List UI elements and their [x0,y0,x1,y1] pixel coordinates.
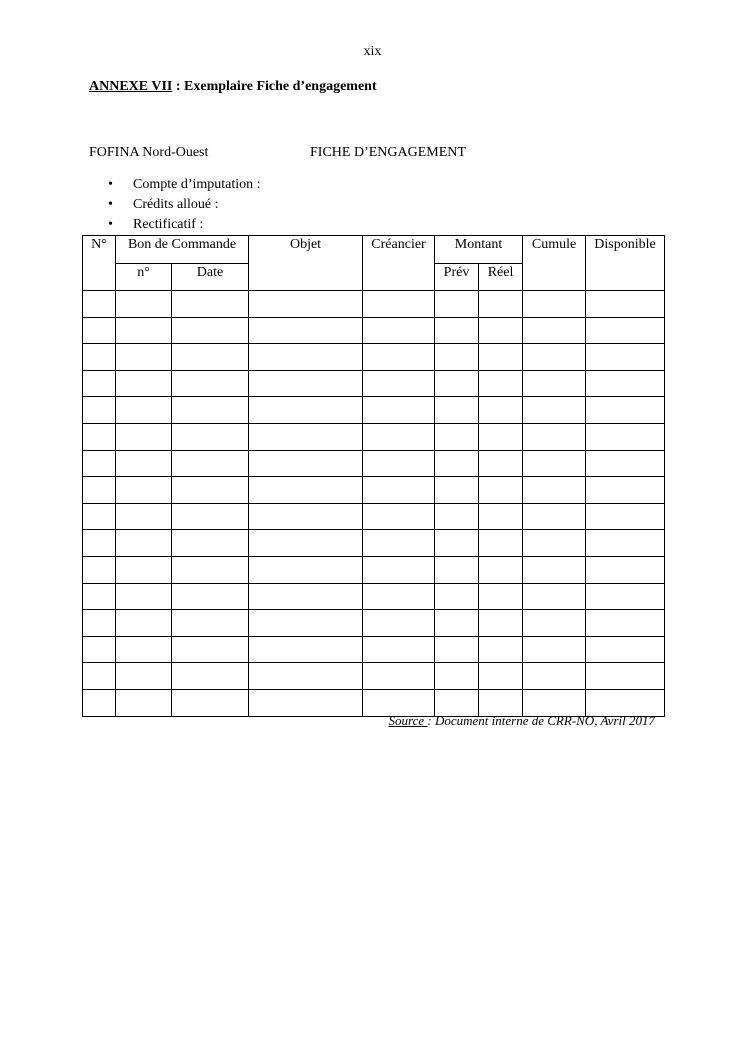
table-cell [479,636,523,663]
table-cell [523,583,586,610]
table-cell [363,663,435,690]
table-cell [172,397,249,424]
table-cell [249,556,363,583]
table-cell [363,503,435,530]
engagement-table [82,235,665,717]
table-cell [586,556,665,583]
table-cell [249,344,363,371]
header-bon-numero: n° [116,264,172,291]
table-cell [172,663,249,690]
header-cumule: Cumule [523,236,586,291]
table-cell [83,663,116,690]
table-cell [363,556,435,583]
table-cell [479,370,523,397]
table-cell [83,291,116,318]
table-cell [523,344,586,371]
table-cell [435,556,479,583]
table-row [83,370,665,397]
table-cell [83,423,116,450]
table-cell [479,530,523,557]
table-cell [249,583,363,610]
table-cell [172,530,249,557]
table-cell [479,317,523,344]
table-cell [363,583,435,610]
table-cell [479,477,523,504]
table-row [83,291,665,318]
table-cell [435,397,479,424]
table-cell [83,397,116,424]
table-cell [249,503,363,530]
table-cell [83,530,116,557]
table-cell [116,503,172,530]
table-cell [116,477,172,504]
header-numero: N° [83,236,116,291]
table-cell [116,583,172,610]
table-cell [586,370,665,397]
table-cell [172,636,249,663]
table-cell [586,291,665,318]
table-cell [116,423,172,450]
table-cell [172,583,249,610]
header-reel: Réel [479,264,523,291]
table-cell [586,610,665,637]
table-cell [116,689,172,716]
table-cell [172,291,249,318]
table-cell [363,370,435,397]
table-row [83,450,665,477]
table-cell [479,689,523,716]
table-cell [435,689,479,716]
table-row [83,689,665,716]
header-bon-de-commande: Bon de Commande [116,236,249,264]
table-row [83,344,665,371]
table-cell [523,370,586,397]
table-cell [249,636,363,663]
table-row [83,583,665,610]
table-cell [523,556,586,583]
table-cell [83,317,116,344]
table-cell [435,583,479,610]
table-cell [249,477,363,504]
table-cell [479,423,523,450]
table-cell [116,556,172,583]
table-cell [83,370,116,397]
table-cell [523,530,586,557]
table-cell [435,636,479,663]
table-cell [249,423,363,450]
table-cell [172,689,249,716]
table-cell [435,663,479,690]
table-cell [83,477,116,504]
table-cell [363,477,435,504]
table-cell [523,636,586,663]
header-objet: Objet [249,236,363,291]
table-cell [249,450,363,477]
table-cell [523,689,586,716]
table-cell [479,503,523,530]
table-cell [523,397,586,424]
organization-name: FOFINA Nord-Ouest [89,145,209,160]
table-cell [586,450,665,477]
annex-label: ANNEXE VII [89,79,173,94]
table-cell [363,344,435,371]
source-note [389,713,655,729]
form-fields-list [108,176,261,236]
table-row [83,477,665,504]
table-cell [116,663,172,690]
source-label: Source [388,713,428,728]
table-cell [116,370,172,397]
table-cell [363,689,435,716]
table-cell [479,397,523,424]
table-cell [249,370,363,397]
table-cell [249,397,363,424]
table-row [83,610,665,637]
header-disponible: Disponible [586,236,665,291]
table-cell [172,344,249,371]
table-cell [172,370,249,397]
table-cell [523,291,586,318]
table-cell [479,344,523,371]
table-cell [479,583,523,610]
table-cell [523,610,586,637]
table-cell [363,291,435,318]
table-cell [116,344,172,371]
table-cell [172,450,249,477]
table-cell [83,503,116,530]
table-cell [116,397,172,424]
table-cell [249,291,363,318]
table-cell [479,610,523,637]
header-montant: Montant [435,236,523,264]
table-cell [435,317,479,344]
table-row [83,423,665,450]
table-cell [586,317,665,344]
table-cell [523,477,586,504]
field-compte-imputation: • Compte d’imputation : [108,176,261,196]
table-cell [435,344,479,371]
table-cell [523,450,586,477]
header-creancier: Créancier [363,236,435,291]
table-cell [363,636,435,663]
table-cell [586,477,665,504]
table-cell [83,344,116,371]
form-title: FICHE D’ENGAGEMENT [310,145,466,160]
table-cell [116,530,172,557]
table-cell [586,530,665,557]
table-cell [83,450,116,477]
field-credits-alloue: • Crédits alloué : [108,196,261,216]
table-cell [586,636,665,663]
table-row [83,317,665,344]
table-cell [116,291,172,318]
table-cell [363,423,435,450]
table-row [83,397,665,424]
table-cell [83,636,116,663]
table-cell [83,556,116,583]
header-prev: Prév [435,264,479,291]
table-row [83,636,665,663]
table-cell [249,317,363,344]
table-cell [479,556,523,583]
table-cell [363,397,435,424]
table-cell [172,423,249,450]
table-cell [435,530,479,557]
header-bon-date: Date [172,264,249,291]
table-cell [116,450,172,477]
table-cell [363,610,435,637]
table-cell [523,663,586,690]
table-cell [435,610,479,637]
annex-title-text: : Exemplaire Fiche d’engagement [172,79,377,94]
table-cell [116,610,172,637]
table-cell [586,663,665,690]
table-body [83,291,665,717]
table-cell [249,689,363,716]
table-cell [172,503,249,530]
table-cell [249,663,363,690]
table-cell [363,317,435,344]
table-cell [116,317,172,344]
table-cell [523,317,586,344]
table-cell [172,610,249,637]
field-rectificatif: • Rectificatif : [108,216,261,236]
table-cell [435,291,479,318]
table-cell [586,344,665,371]
table-cell [586,503,665,530]
table-cell [83,583,116,610]
table-row [83,503,665,530]
table-cell [363,530,435,557]
table-cell [586,397,665,424]
table-cell [479,450,523,477]
table-cell [435,503,479,530]
source-text: : Document interne de CRR-NO, Avril 2017 [427,713,655,728]
table-cell [523,503,586,530]
table-cell [249,530,363,557]
table-cell [479,663,523,690]
table-cell [479,291,523,318]
table-cell [435,477,479,504]
table-cell [363,450,435,477]
table-cell [435,370,479,397]
table-cell [523,423,586,450]
table-row [83,556,665,583]
table-cell [586,423,665,450]
table-cell [586,689,665,716]
table-cell [172,556,249,583]
table-cell [435,450,479,477]
table-cell [83,689,116,716]
table-row [83,663,665,690]
table-row [83,530,665,557]
page-number: xix [363,44,382,59]
table-cell [435,423,479,450]
table-cell [249,610,363,637]
table-cell [586,583,665,610]
table-cell [172,477,249,504]
annex-title [89,79,377,95]
table-cell [116,636,172,663]
table-cell [172,317,249,344]
table-cell [83,610,116,637]
